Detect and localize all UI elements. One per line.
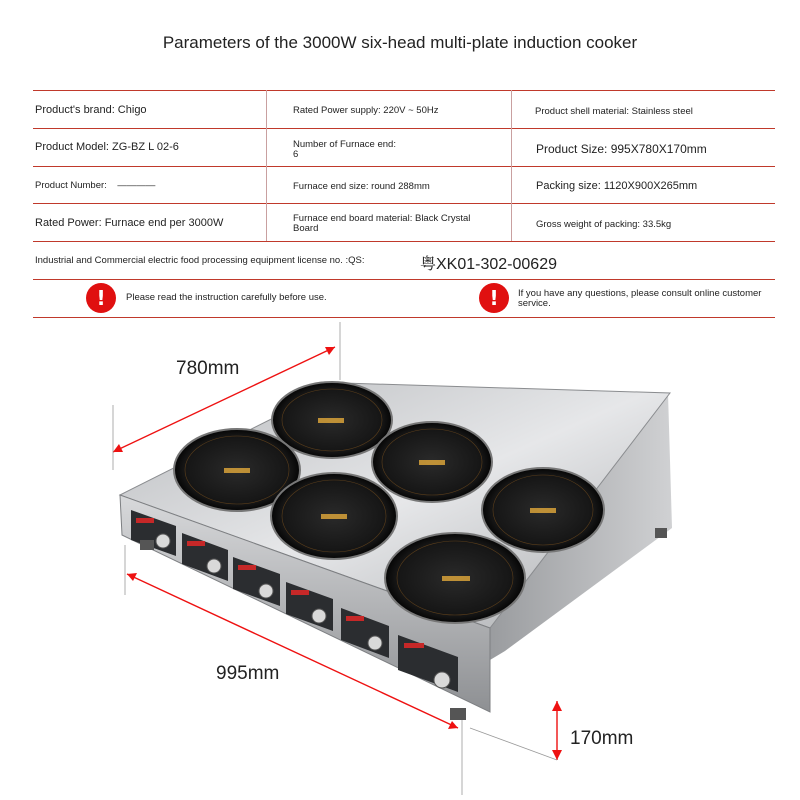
table-rule [33, 166, 775, 167]
spec-gross-weight: Gross weight of packing: 33.5kg [536, 219, 672, 230]
warning-icon: ! [86, 283, 116, 313]
cooker-foot [140, 540, 154, 550]
control-module [130, 510, 176, 607]
table-divider [266, 90, 267, 241]
warning-icon: ! [479, 283, 509, 313]
dimension-height [470, 701, 562, 760]
spec-power-supply: Rated Power supply: 220V ~ 50Hz [293, 105, 439, 116]
table-rule [33, 241, 775, 242]
warning-consult-service: If you have any questions, please consult online customer service. [518, 288, 762, 309]
spec-product-number: Product Number: ———— [35, 180, 156, 191]
spec-packing-size: Packing size: 1120X900X265mm [536, 180, 698, 192]
license-code: 粤XK01-302-00629 [420, 256, 557, 273]
license-label: Industrial and Commercial electric food processing equipment license no. :QS: [35, 255, 365, 266]
spec-model: Product Model: ZG-BZ L 02-6 [35, 141, 179, 153]
induction-cooker-illustration [0, 320, 800, 800]
spec-product-size: Product Size: 995X780X170mm [536, 142, 707, 156]
spec-brand: Product's brand: Chigo [35, 104, 147, 116]
height-label: 170mm [570, 728, 634, 749]
spec-board-material: Furnace end board material: Black Crystal Board [293, 213, 471, 234]
cooker-foot [450, 708, 466, 720]
table-rule [33, 90, 775, 91]
warning-read-instructions: Please read the instruction carefully before use. [126, 292, 327, 303]
page-title: Parameters of the 3000W six-head multi-plate induction cooker [162, 33, 638, 52]
spec-furnace-size: Furnace end size: round 288mm [293, 181, 430, 192]
table-divider [511, 90, 512, 241]
spec-rated-power: Rated Power: Furnace end per 3000W [35, 217, 224, 229]
cooker-foot [655, 528, 667, 538]
table-rule [33, 279, 775, 280]
spec-shell-material: Product shell material: Stainless steel [535, 106, 693, 117]
table-rule [33, 317, 775, 318]
spec-furnace-count: Number of Furnace end: 6 [293, 139, 396, 160]
width-label: 995mm [216, 663, 280, 684]
table-rule [33, 128, 775, 129]
table-rule [33, 203, 775, 204]
depth-label: 780mm [176, 358, 240, 379]
